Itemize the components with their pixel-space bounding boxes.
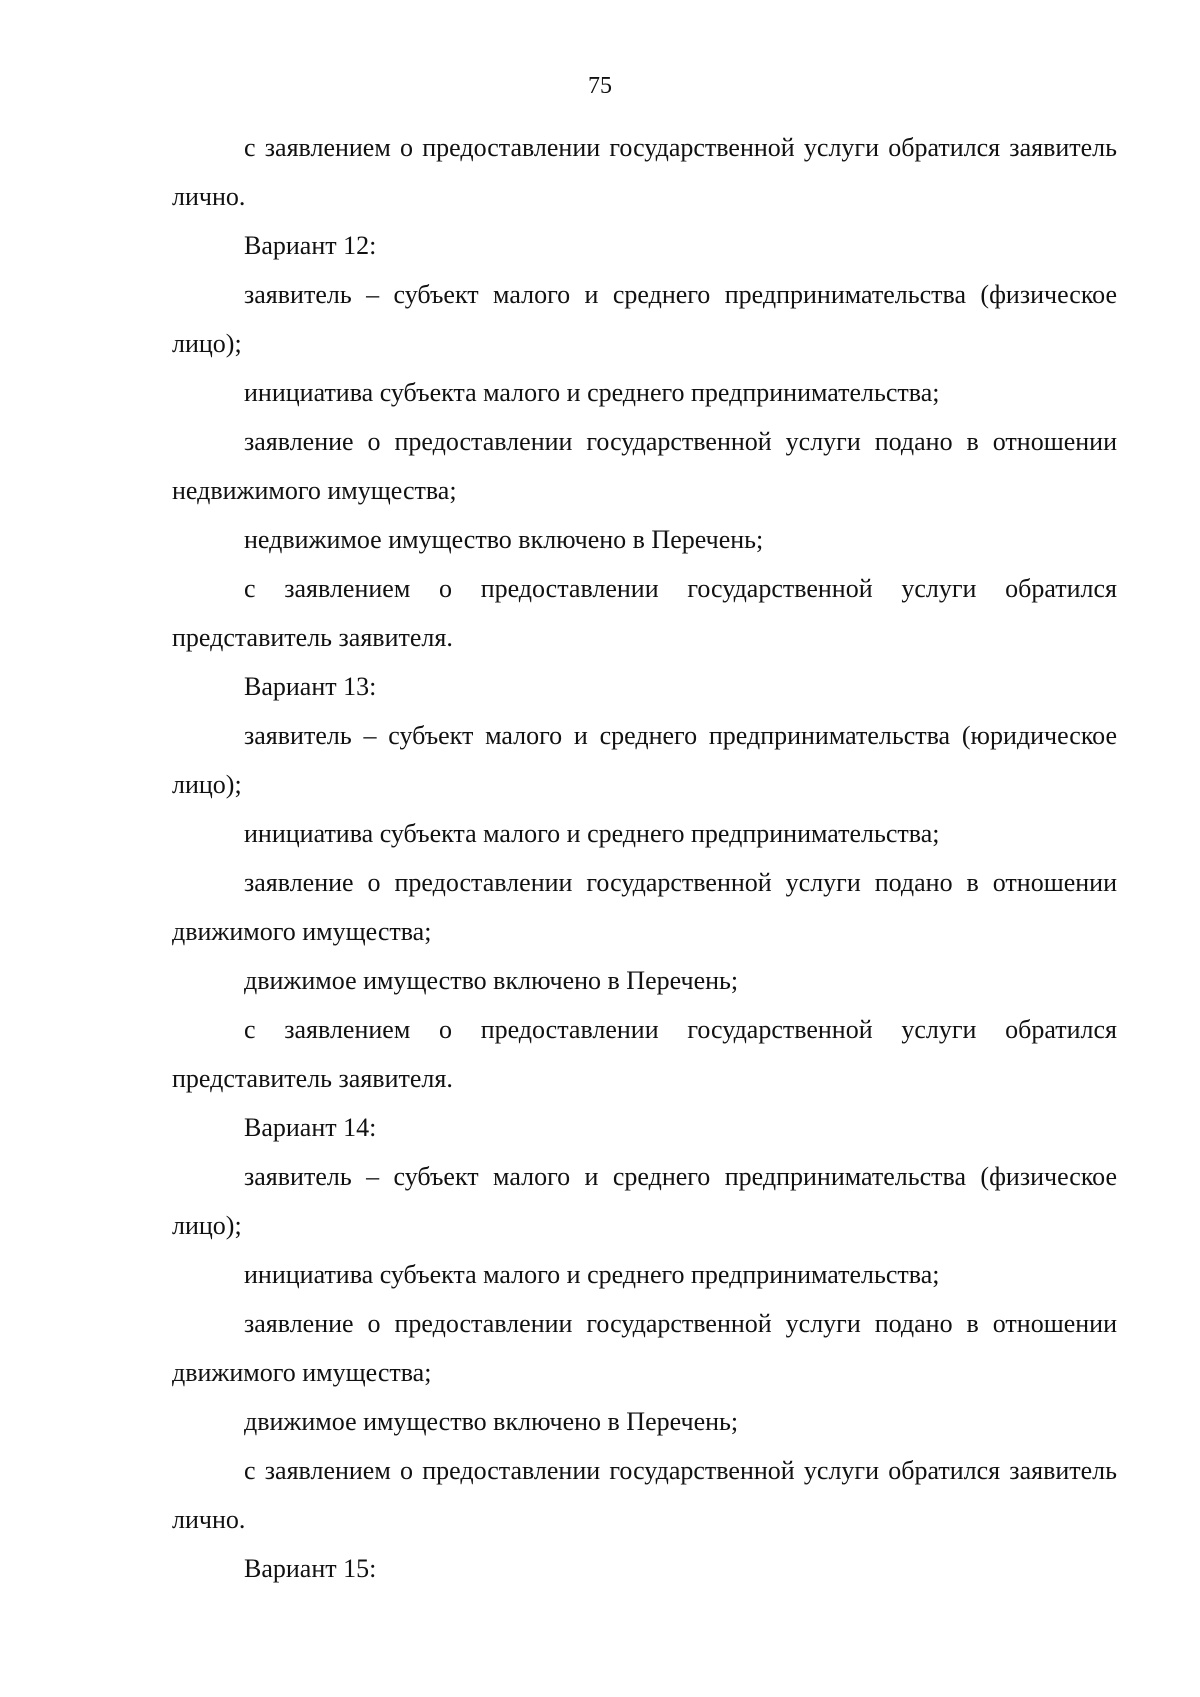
paragraph: с заявлением о предоставлении государственной услуги обратился представитель заявителя. — [172, 574, 1117, 652]
variant-heading: Вариант 13: — [244, 672, 377, 701]
paragraph: заявитель – субъект малого и среднего предпринимательства (юридическое лицо); — [172, 721, 1117, 799]
paragraph: недвижимое имущество включено в Перечень; — [244, 525, 764, 554]
variant-heading: Вариант 12: — [244, 231, 377, 260]
paragraph: заявление о предоставлении государственной услуги подано в отношении движимого имущества; — [172, 1309, 1117, 1387]
paragraph: заявление о предоставлении государственной услуги подано в отношении недвижимого имущества; — [172, 427, 1117, 505]
paragraph: с заявлением о предоставлении государственной услуги обратился заявитель лично. — [172, 1456, 1117, 1534]
paragraph: заявитель – субъект малого и среднего предпринимательства (физическое лицо); — [172, 1162, 1117, 1240]
document-body — [172, 123, 1117, 1593]
paragraph: инициатива субъекта малого и среднего предпринимательства; — [244, 378, 940, 407]
paragraph: инициатива субъекта малого и среднего предпринимательства; — [244, 819, 940, 848]
paragraph: заявление о предоставлении государственной услуги подано в отношении движимого имущества; — [172, 868, 1117, 946]
page-number: 75 — [588, 73, 612, 99]
paragraph: с заявлением о предоставлении государственной услуги обратился представитель заявителя. — [172, 1015, 1117, 1093]
paragraph: с заявлением о предоставлении государственной услуги обратился заявитель лично. — [172, 133, 1117, 211]
paragraph: инициатива субъекта малого и среднего предпринимательства; — [244, 1260, 940, 1289]
variant-heading: Вариант 14: — [244, 1113, 377, 1142]
paragraph: движимое имущество включено в Перечень; — [244, 966, 739, 995]
variant-heading: Вариант 15: — [244, 1554, 377, 1583]
paragraph: движимое имущество включено в Перечень; — [244, 1407, 739, 1436]
paragraph: заявитель – субъект малого и среднего предпринимательства (физическое лицо); — [172, 280, 1117, 358]
